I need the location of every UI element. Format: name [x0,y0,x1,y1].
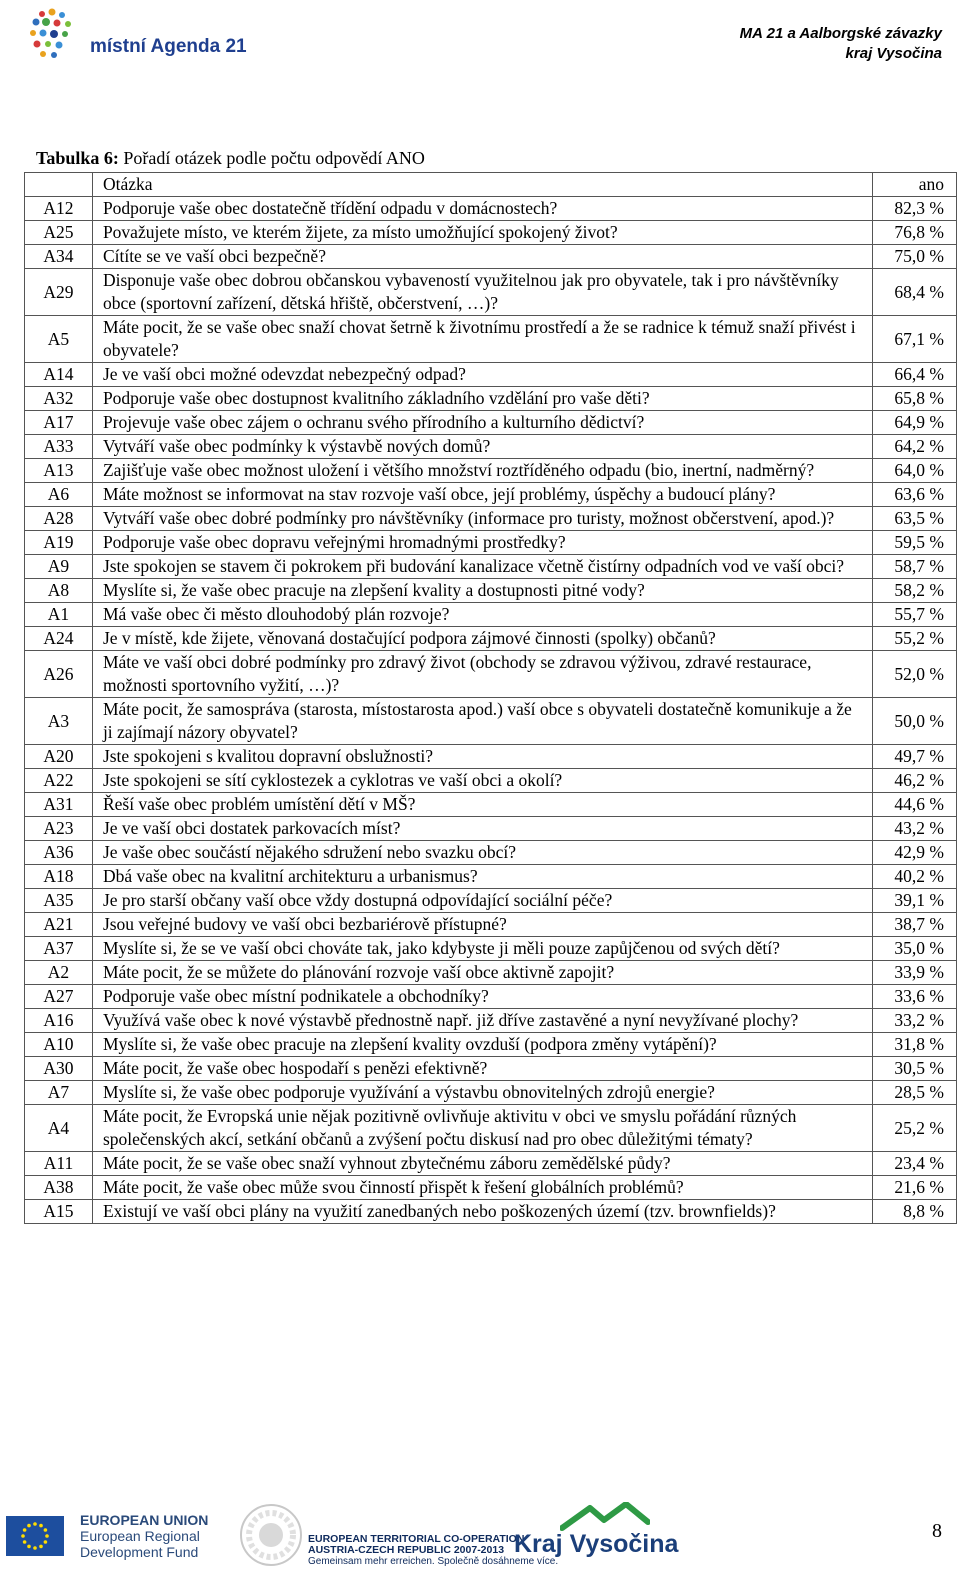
question-text-cell: Existují ve vaší obci plány na využití zanedbaných nebo poškozených území (tzv. brownfields)? [92,1200,872,1224]
question-code-cell: A14 [25,363,93,387]
table-row [25,889,957,913]
table-caption-title: Pořadí otázek podle počtu odpovědí ANO [118,148,425,168]
header-question-cell: Otázka [92,173,872,197]
question-text-cell: Považujete místo, ve kterém žijete, za místo umožňující spokojený život? [92,221,872,245]
question-code-cell: A8 [25,579,93,603]
question-text-cell: Myslíte si, že vaše obec podporuje využívání a výstavbu obnovitelných zdrojů energie? [92,1081,872,1105]
question-text-cell: Máte ve vaší obci dobré podmínky pro zdravý život (obchody se zdravou výživou, zdravé restaurace, možnosti sportovního vyžití, …)? [92,651,872,698]
ma21-dots-icon [28,8,86,64]
table-row [25,269,957,316]
table-row [25,1009,957,1033]
question-text-cell: Vytváří vaše obec dobré podmínky pro návštěvníky (informace pro turisty, možnost občerstvení, apod.)? [92,507,872,531]
table-row [25,841,957,865]
answer-yes-percent-cell: 35,0 % [873,937,957,961]
answer-yes-percent-cell: 59,5 % [873,531,957,555]
table-row [25,651,957,698]
table-row [25,745,957,769]
question-code-cell: A1 [25,603,93,627]
question-text-cell: Podporuje vaše obec dostatečně třídění odpadu v domácnostech? [92,197,872,221]
question-code-cell: A16 [25,1009,93,1033]
question-text-cell: Řeší vaše obec problém umístění dětí v MŠ? [92,793,872,817]
table-row [25,817,957,841]
question-code-cell: A32 [25,387,93,411]
question-text-cell: Máte pocit, že samospráva (starosta, místostarosta apod.) vaší obce s obyvateli dostatečně komunikuje a že ji zajímají názory obyvatel? [92,698,872,745]
eu-line2: European Regional [80,1528,200,1544]
question-code-cell: A7 [25,1081,93,1105]
answer-yes-percent-cell: 50,0 % [873,698,957,745]
answer-yes-percent-cell: 58,7 % [873,555,957,579]
page-number: 8 [932,1520,942,1542]
eu-flag-icon [6,1516,64,1556]
etc-line3: Gemeinsam mehr erreichen. Společně dosáhneme více. [308,1556,559,1567]
table-row [25,913,957,937]
ma21-logo-text: místní Agenda 21 [90,36,247,57]
table-row [25,603,957,627]
answer-yes-percent-cell: 40,2 % [873,865,957,889]
question-text-cell: Disponuje vaše obec dobrou občanskou vybaveností využitelnou jak pro obyvatele, tak i pro návštěvníky obce (sportovní zařízení, dětská hřiště, občerstvení, …)? [92,269,872,316]
eu-line1: EUROPEAN UNION [80,1512,209,1528]
question-text-cell: Je vaše obec součástí nějakého sdružení nebo svazku obcí? [92,841,872,865]
header-title-line2: kraj Vysočina [845,45,942,62]
answer-yes-percent-cell: 25,2 % [873,1105,957,1152]
table-row [25,531,957,555]
question-text-cell: Má vaše obec či město dlouhodobý plán rozvoje? [92,603,872,627]
question-code-cell: A25 [25,221,93,245]
table-row [25,411,957,435]
table-row [25,1033,957,1057]
answer-yes-percent-cell: 21,6 % [873,1176,957,1200]
question-text-cell: Jste spokojen se stavem či pokrokem při budování kanalizace včetně čistírny odpadních vod ve vaší obci? [92,555,872,579]
question-code-cell: A35 [25,889,93,913]
answer-yes-percent-cell: 43,2 % [873,817,957,841]
table-row [25,459,957,483]
table-row [25,1176,957,1200]
question-text-cell: Vytváří vaše obec podmínky k výstavbě nových domů? [92,435,872,459]
answer-yes-percent-cell: 46,2 % [873,769,957,793]
answer-yes-percent-cell: 44,6 % [873,793,957,817]
question-text-cell: Je ve vaší obci možné odevzdat nebezpečný odpad? [92,363,872,387]
question-code-cell: A20 [25,745,93,769]
table-row [25,221,957,245]
table-header-row [25,173,957,197]
answer-yes-percent-cell: 42,9 % [873,841,957,865]
question-code-cell: A24 [25,627,93,651]
question-code-cell: A11 [25,1152,93,1176]
question-code-cell: A27 [25,985,93,1009]
question-text-cell: Cítíte se ve vaší obci bezpečně? [92,245,872,269]
questions-table-body [25,173,957,1224]
answer-yes-percent-cell: 58,2 % [873,579,957,603]
question-code-cell: A12 [25,197,93,221]
table-row [25,1200,957,1224]
table-row [25,985,957,1009]
answer-yes-percent-cell: 68,4 % [873,269,957,316]
answer-yes-percent-cell: 33,9 % [873,961,957,985]
question-code-cell: A29 [25,269,93,316]
answer-yes-percent-cell: 8,8 % [873,1200,957,1224]
question-text-cell: Máte pocit, že se vaše obec snaží vyhnout zbytečnému záboru zemědělské půdy? [92,1152,872,1176]
question-text-cell: Podporuje vaše obec místní podnikatele a obchodníky? [92,985,872,1009]
table-row [25,245,957,269]
question-code-cell: A5 [25,316,93,363]
question-text-cell: Projevuje vaše obec zájem o ochranu svého přírodního a kulturního dědictví? [92,411,872,435]
answer-yes-percent-cell: 64,0 % [873,459,957,483]
question-code-cell: A2 [25,961,93,985]
answer-yes-percent-cell: 63,5 % [873,507,957,531]
question-code-cell: A30 [25,1057,93,1081]
answer-yes-percent-cell: 63,6 % [873,483,957,507]
answer-yes-percent-cell: 65,8 % [873,387,957,411]
question-text-cell: Je pro starší občany vaší obce vždy dostupná odpovídající sociální péče? [92,889,872,913]
table-row [25,627,957,651]
table-row [25,316,957,363]
table-caption-label: Tabulka 6: [36,148,119,168]
table-row [25,1152,957,1176]
answer-yes-percent-cell: 30,5 % [873,1057,957,1081]
answer-yes-percent-cell: 76,8 % [873,221,957,245]
table-row [25,483,957,507]
answer-yes-percent-cell: 23,4 % [873,1152,957,1176]
question-code-cell: A10 [25,1033,93,1057]
question-text-cell: Máte možnost se informovat na stav rozvoje vaší obce, její problémy, úspěchy a budoucí plány? [92,483,872,507]
question-code-cell: A3 [25,698,93,745]
answer-yes-percent-cell: 28,5 % [873,1081,957,1105]
questions-table [24,172,957,1224]
question-code-cell: A31 [25,793,93,817]
answer-yes-percent-cell: 33,2 % [873,1009,957,1033]
question-code-cell: A36 [25,841,93,865]
eu-line3: Development Fund [80,1544,199,1560]
table-row [25,1057,957,1081]
table-row [25,197,957,221]
ma21-logo [28,8,247,64]
question-code-cell: A23 [25,817,93,841]
question-text-cell: Jste spokojeni s kvalitou dopravní obslužnosti? [92,745,872,769]
question-code-cell: A33 [25,435,93,459]
question-code-cell: A21 [25,913,93,937]
question-code-cell: A28 [25,507,93,531]
kraj-vysocina-mark-icon [560,1502,650,1532]
table-row [25,865,957,889]
table-caption [36,148,425,169]
table-row [25,579,957,603]
question-code-cell: A4 [25,1105,93,1152]
answer-yes-percent-cell: 82,3 % [873,197,957,221]
table-row [25,793,957,817]
header-title-line1: MA 21 a Aalborgské závazky [739,25,942,42]
table-row [25,555,957,579]
question-code-cell: A17 [25,411,93,435]
question-text-cell: Myslíte si, že vaše obec pracuje na zlepšení kvality a dostupnosti pitné vody? [92,579,872,603]
answer-yes-percent-cell: 75,0 % [873,245,957,269]
table-row [25,698,957,745]
answer-yes-percent-cell: 55,7 % [873,603,957,627]
question-code-cell: A34 [25,245,93,269]
question-text-cell: Využívá vaše obec k nové výstavbě přednostně např. již dříve zastavěné a nyní nevyžívané plochy? [92,1009,872,1033]
answer-yes-percent-cell: 55,2 % [873,627,957,651]
answer-yes-percent-cell: 52,0 % [873,651,957,698]
question-text-cell: Máte pocit, že vaše obec hospodaří s penězi efektivně? [92,1057,872,1081]
etc-line2: AUSTRIA-CZECH REPUBLIC 2007-2013 [308,1544,505,1556]
question-text-cell: Je ve vaší obci dostatek parkovacích míst? [92,817,872,841]
question-text-cell: Podporuje vaše obec dostupnost kvalitního základního vzdělání pro vaše děti? [92,387,872,411]
header-code-cell [25,173,93,197]
question-code-cell: A19 [25,531,93,555]
question-text-cell: Máte pocit, že Evropská unie nějak pozitivně ovlivňuje aktivitu v obci ve smyslu pořádání různých společenských akcí, setkání občanů a zvýšení počtu diskusí nad pro obec důležitými tématy? [92,1105,872,1152]
page-footer [0,1490,960,1573]
question-text-cell: Myslíte si, že vaše obec pracuje na zlepšení kvality ovzduší (podpora změny vytápění)? [92,1033,872,1057]
table-row [25,1105,957,1152]
table-row [25,507,957,531]
question-code-cell: A22 [25,769,93,793]
answer-yes-percent-cell: 49,7 % [873,745,957,769]
table-row [25,1081,957,1105]
question-text-cell: Máte pocit, že se můžete do plánování rozvoje vaší obce aktivně zapojit? [92,961,872,985]
answer-yes-percent-cell: 66,4 % [873,363,957,387]
question-code-cell: A26 [25,651,93,698]
cz-cooperation-badge-icon [236,1500,306,1570]
etc-line1: EUROPEAN TERRITORIAL CO-OPERATION [308,1533,525,1545]
table-row [25,435,957,459]
question-code-cell: A13 [25,459,93,483]
question-text-cell: Máte pocit, že vaše obec může svou činností přispět k řešení globálních problémů? [92,1176,872,1200]
answer-yes-percent-cell: 67,1 % [873,316,957,363]
question-text-cell: Zajišťuje vaše obec možnost uložení i většího množství roztříděného odpadu (bio, inertní, nadměrný? [92,459,872,483]
answer-yes-percent-cell: 64,9 % [873,411,957,435]
table-row [25,961,957,985]
question-code-cell: A9 [25,555,93,579]
question-text-cell: Podporuje vaše obec dopravu veřejnými hromadnými prostředky? [92,531,872,555]
answer-yes-percent-cell: 38,7 % [873,913,957,937]
question-text-cell: Myslíte si, že se ve vaší obci chováte tak, jako kdybyste ji měli pouze zapůjčenou od svých dětí? [92,937,872,961]
question-code-cell: A15 [25,1200,93,1224]
question-text-cell: Jsou veřejné budovy ve vaší obci bezbariérově přístupné? [92,913,872,937]
header-value-cell: ano [873,173,957,197]
question-code-cell: A38 [25,1176,93,1200]
table-row [25,937,957,961]
question-text-cell: Je v místě, kde žijete, věnovaná dostačující podpora zájmové činnosti (spolky) občanů? [92,627,872,651]
table-row [25,387,957,411]
answer-yes-percent-cell: 33,6 % [873,985,957,1009]
question-code-cell: A18 [25,865,93,889]
table-row [25,363,957,387]
question-text-cell: Dbá vaše obec na kvalitní architekturu a urbanismus? [92,865,872,889]
page-header [0,0,960,80]
question-code-cell: A37 [25,937,93,961]
question-text-cell: Máte pocit, že se vaše obec snaží chovat šetrně k životnímu prostředí a že se radnice k témuž snaží přivést i obyvatele? [92,316,872,363]
answer-yes-percent-cell: 39,1 % [873,889,957,913]
question-code-cell: A6 [25,483,93,507]
question-text-cell: Jste spokojeni se sítí cyklostezek a cyklotras ve vaší obci a okolí? [92,769,872,793]
answer-yes-percent-cell: 31,8 % [873,1033,957,1057]
table-row [25,769,957,793]
eu-text [80,1512,208,1560]
header-title [740,24,942,64]
kraj-vysocina-logo-text: Kraj Vysočina [514,1530,679,1558]
answer-yes-percent-cell: 64,2 % [873,435,957,459]
